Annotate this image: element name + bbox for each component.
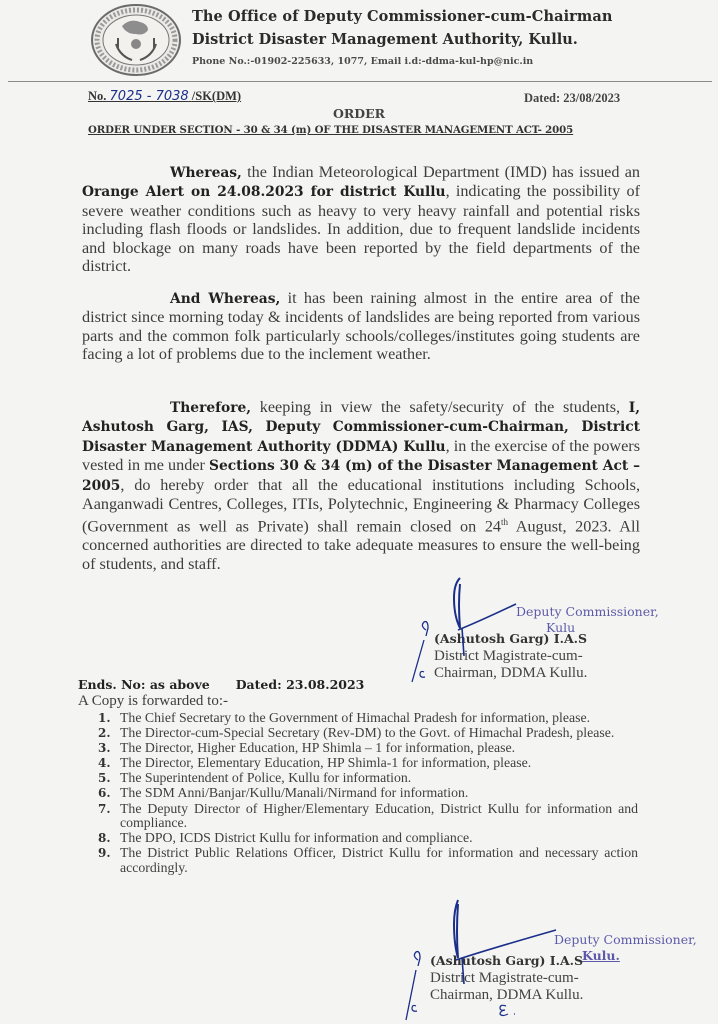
paragraph-and-whereas [82,289,640,364]
list-item [98,726,638,741]
order-date: Dated: 23/08/2023 [524,91,621,105]
superscript: th [501,517,509,528]
stamp-line2: Kulu [546,620,576,635]
copy-forwarded-intro: A Copy is forwarded to:- [78,693,228,709]
paragraph-whereas [82,163,640,275]
bold-text: I, Ashutosh Garg, IAS, Deputy Commissioner-cum-Chairman, District Disaster Management Authority (DDMA) Kullu [82,400,640,455]
item-number: 8. [98,831,111,846]
list-item [98,741,638,756]
endorsement-line [78,677,364,692]
office-title: The Office of Deputy Commissioner-cum-Chairman [192,8,613,25]
paragraph-therefore [82,398,640,573]
authority-name: District Disaster Management Authority, Kullu. [192,31,578,48]
lead-word: And Whereas, [170,291,281,307]
item-text: The Superintendent of Police, Kullu for information. [120,770,412,786]
designation-line1: District Magistrate-cum- [434,648,583,664]
order-heading: ORDER [332,106,386,121]
item-text: The SDM Anni/Banjar/Kullu/Manali/Nirmand for information. [120,785,469,801]
signatory-name: (Ashutosh Garg) I.A.S [430,953,584,968]
text: keeping in view the safety/security of the students, [251,398,629,416]
designation-line2: Chairman, DDMA Kullu. [430,987,584,1003]
recipient-list [98,711,638,876]
item-text: The Director, Elementary Education, HP Shimla-1 for information, please. [120,755,532,771]
text: it has been raining almost in the entire area of the district since morning today & incidents of landslides are being reported from various parts and the common folk particularly schools/colleges/institutes going students are facing a lot of problems due to the inclement weather. [82,289,640,364]
item-number: 2. [98,726,111,741]
lead-word: Therefore, [170,400,252,416]
item-text: The Chief Secretary to the Government of Himachal Pradesh for information, please. [120,710,591,725]
header-divider [8,81,712,82]
contact-line: Phone No.:-01902-225633, 1077, Email i.d:-ddma-kul-hp@nic.in [192,56,534,67]
item-number: 6. [98,786,111,801]
text: , do hereby order that all the educational institutions including Schools, Aanganwadi Centres, Colleges, ITIs, Polytechnic, Engineering & Pharmacy Colleges (Government as well as Private) shall remain closed on 24 [82,475,640,536]
item-number: 1. [98,711,111,725]
text: August, 2023. All concerned authorities are directed to take adequate measures to ensure the well-being of students, and staff. [82,517,640,573]
list-item [98,802,638,831]
item-number: 7. [98,801,111,816]
list-item [98,786,638,801]
stamp-line2: Kulu. [582,948,620,963]
reference-suffix: /SK(DM) [191,89,242,103]
item-number: 4. [98,756,111,771]
bold-text: Sections 30 & 34 (m) of the Disaster Management Act – 2005 [82,458,640,494]
text: , in the exercise of the powers vested in me under [82,436,640,475]
signatory-name: (Ashutosh Garg) I.A.S [434,631,588,646]
bold-text: Orange Alert on 24.08.2023 for district Kullu [82,184,446,201]
order-subheading: ORDER UNDER SECTION - 30 & 34 (m) OF THE DISASTER MANAGEMENT ACT- 2005 [88,124,574,136]
handwritten-signature-2 [392,896,572,1024]
handwritten-signature-1 [396,572,546,692]
designation-line1: District Magistrate-cum- [430,970,579,986]
list-item [98,771,638,786]
list-item [98,711,638,726]
handwritten-reference-number: 7025 - 7038 [109,89,189,104]
lead-word: Whereas, [170,165,242,181]
reference-prefix: No. [88,89,107,103]
item-text: The Director-cum-Special Secretary (Rev-DM) to the Govt. of Himachal Pradesh, please. [120,725,615,741]
item-number: 9. [98,846,111,861]
item-text: The Deputy Director of Higher/Elementary Education, District Kullu for information and compliance. [120,800,638,831]
item-number: 3. [98,741,111,756]
list-item [98,846,638,875]
endorsement-date: Dated: 23.08.2023 [235,677,365,692]
item-text: The District Public Relations Officer, District Kullu for information and necessary action accordingly. [120,845,638,875]
ends-number: Ends. No: as above [78,677,210,692]
stamp-line1: Deputy Commissioner, [554,932,697,947]
item-text: The Director, Higher Education, HP Shimla – 1 for information, please. [120,740,516,756]
list-item [98,756,638,771]
list-item [98,831,638,846]
designation-line2: Chairman, DDMA Kullu. [434,665,588,681]
item-text: The DPO, ICDS District Kullu for information and compliance. [120,830,473,846]
item-number: 5. [98,771,111,786]
text: , indicating the possibility of severe weather conditions such as heavy to very heavy rainfall and potential risks including flash floods or landslides. In addition, due to frequent landslide incidents and blockage on many roads have been reported by the field departments of the district. [82,182,640,276]
stamp-line1: Deputy Commissioner, [516,604,659,619]
reference-number [88,89,241,104]
ddma-emblem-logo [88,2,184,78]
text: the Indian Meteorological Department (IMD) has issued an [241,163,640,181]
